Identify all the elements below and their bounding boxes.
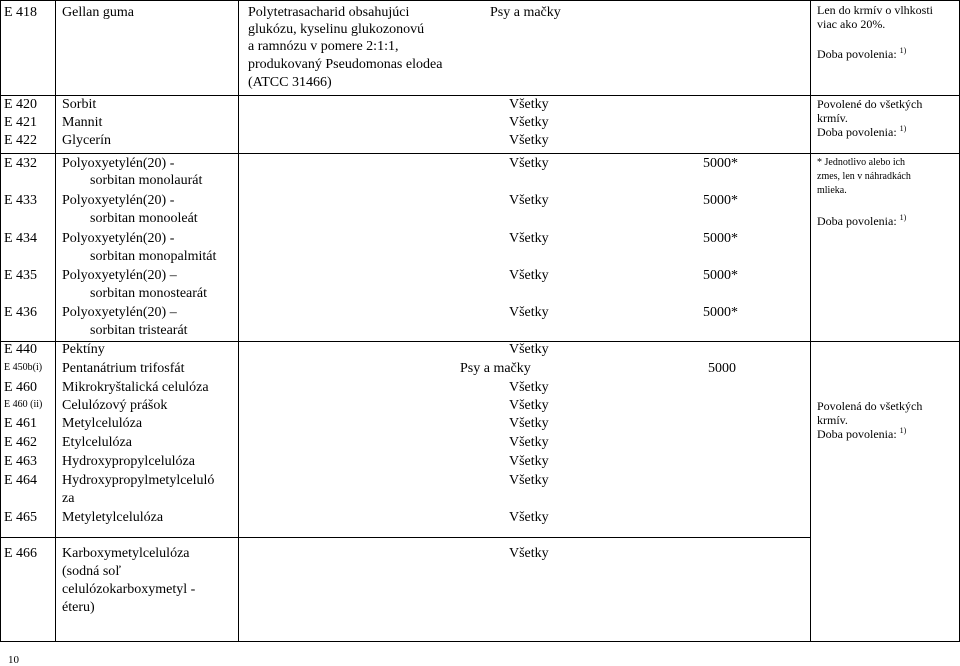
row-desc: Polytetrasacharid obsahujúci xyxy=(248,5,410,20)
note-text: zmes, len v náhradkách xyxy=(817,171,911,182)
row-name: Mannit xyxy=(62,115,103,130)
row-name: Hydroxypropylcelulóza xyxy=(62,454,195,469)
row-limit: 5000* xyxy=(703,231,738,246)
row-code: E 465 xyxy=(4,510,38,525)
row-name: Pentanátrium trifosfát xyxy=(62,361,185,376)
row-name: Mikrokryštalická celulóza xyxy=(62,380,209,395)
row-code: E 434 xyxy=(4,231,38,246)
row-category: Všetky xyxy=(509,305,549,320)
row-code: E 435 xyxy=(4,268,38,283)
note-text: krmív. xyxy=(817,413,848,427)
row-category: Všetky xyxy=(509,380,549,395)
note-permission: Doba povolenia: $^{1)}$ xyxy=(817,426,907,441)
row-desc: glukózu, kyselinu glukozonovú xyxy=(248,22,425,37)
row-category: Všetky xyxy=(509,435,549,450)
row-name: sorbitan monostearát xyxy=(90,286,208,301)
row-code: E 418 xyxy=(4,5,38,20)
note-permission: Doba povolenia: $^{1)}$ xyxy=(817,213,907,228)
row-name: Sorbit xyxy=(62,97,97,112)
row-name: Celulózový prášok xyxy=(62,398,168,413)
row-code: E 460 (ii) xyxy=(4,399,43,410)
row-code: E 462 xyxy=(4,435,38,450)
row-name: Polyoxyetylén(20) – xyxy=(62,305,177,320)
row-limit: 5000* xyxy=(703,268,738,283)
row-code: E 440 xyxy=(4,342,38,357)
row-name: Polyoxyetylén(20) - xyxy=(62,231,175,246)
row-category: Všetky xyxy=(509,115,549,130)
row-code: E 433 xyxy=(4,193,38,208)
row-category: Všetky xyxy=(509,156,549,171)
row-category: Všetky xyxy=(509,546,549,561)
row-limit: 5000* xyxy=(703,193,738,208)
row-code: E 463 xyxy=(4,454,38,469)
row-desc: (ATCC 31466) xyxy=(248,75,332,90)
row-code: E 421 xyxy=(4,115,38,130)
row-category: Všetky xyxy=(509,268,549,283)
row-code: E 460 xyxy=(4,380,38,395)
note-text: * Jednotlivo alebo ich xyxy=(817,157,906,168)
note-text: Povolené do všetkých xyxy=(817,97,923,111)
note-text: Povolená do všetkých xyxy=(817,399,923,413)
row-name: Etylcelulóza xyxy=(62,435,132,450)
note-text: Len do krmív o vlhkosti xyxy=(817,3,933,17)
row-category: Všetky xyxy=(509,454,549,469)
row-name: éteru) xyxy=(62,600,95,615)
row-name: Glycerín xyxy=(62,133,111,148)
row-category: Všetky xyxy=(509,342,549,357)
row-category: Všetky xyxy=(509,133,549,148)
note-text: mlieka. xyxy=(817,185,847,196)
row-category: Všetky xyxy=(509,193,549,208)
row-name: Polyoxyetylén(20) - xyxy=(62,156,175,171)
row-name: Gellan guma xyxy=(62,5,134,20)
page-number: 10 xyxy=(8,654,19,666)
row-category: Psy a mačky xyxy=(460,361,531,376)
row-category: Všetky xyxy=(509,97,549,112)
row-category: Všetky xyxy=(509,398,549,413)
row-name: Polyoxyetylén(20) – xyxy=(62,268,177,283)
row-code: E 466 xyxy=(4,546,38,561)
row-limit: 5000* xyxy=(703,156,738,171)
row-name: Pektíny xyxy=(62,342,105,357)
row-code: E 422 xyxy=(4,133,38,148)
row-category: Všetky xyxy=(509,473,549,488)
note-permission: Doba povolenia: $^{1)}$ xyxy=(817,46,907,61)
row-category: Všetky xyxy=(509,416,549,431)
note-permission: Doba povolenia: $^{1)}$ xyxy=(817,124,907,139)
row-desc: a ramnózu v pomere 2:1:1, xyxy=(248,39,399,54)
note-text: viac ako 20%. xyxy=(817,17,886,31)
row-name: Hydroxypropylmetylceluló xyxy=(62,473,215,488)
row-code: E 461 xyxy=(4,416,38,431)
row-limit: 5000 xyxy=(708,361,736,376)
row-name: sorbitan tristearát xyxy=(90,323,188,338)
row-name: sorbitan monooleát xyxy=(90,211,198,226)
row-category: Všetky xyxy=(509,510,549,525)
row-name: sorbitan monolaurát xyxy=(90,173,203,188)
row-code: E 420 xyxy=(4,97,38,112)
row-code: E 450b(i) xyxy=(4,362,43,373)
row-name: celulózokarboxymetyl - xyxy=(62,582,196,597)
row-category: Všetky xyxy=(509,231,549,246)
row-code: E 436 xyxy=(4,305,38,320)
row-limit: 5000* xyxy=(703,305,738,320)
row-code: E 432 xyxy=(4,156,38,171)
row-name: Polyoxyetylén(20) - xyxy=(62,193,175,208)
row-category: Psy a mačky xyxy=(490,5,561,20)
row-name: za xyxy=(62,491,75,506)
row-name: Metyletylcelulóza xyxy=(62,510,164,525)
row-desc: produkovaný Pseudomonas elodea xyxy=(248,57,443,72)
row-code: E 464 xyxy=(4,473,38,488)
note-text: krmív. xyxy=(817,111,848,125)
row-name: Metylcelulóza xyxy=(62,416,143,431)
row-name: Karboxymetylcelulóza xyxy=(62,546,190,561)
row-name: sorbitan monopalmitát xyxy=(90,249,217,264)
row-name: (sodná soľ xyxy=(62,564,121,579)
